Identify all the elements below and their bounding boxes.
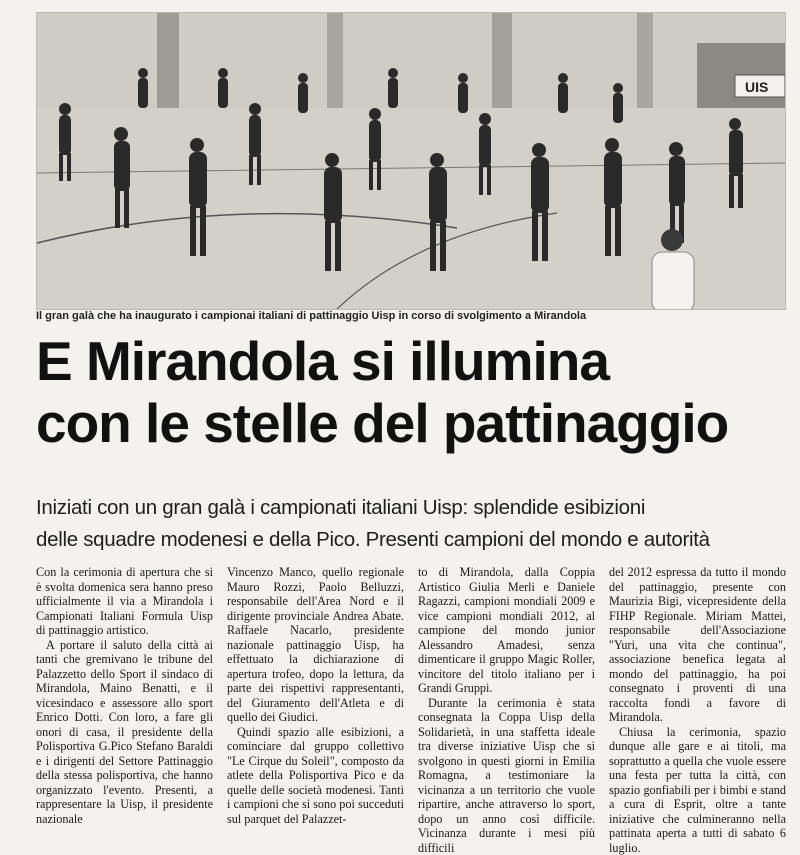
paragraph: to di Mirandola, dalla Coppia Artistico Giulia Merli e Daniele Ragazzi, campioni mondiali 2009 e vice campioni mondiali 2012, al campione del mondo junior Alessandro Amadesi, senza dimenticare il gruppo Magic Roller, vincitore del titolo italiano per i Grandi Gruppi.	[418, 565, 595, 695]
skaters-photo-illustration	[37, 13, 785, 309]
paragraph: del 2012 espressa da tutto il mondo del pattinaggio, presente con Maurizia Bigi, vicepresidente della FIHP Regionale. Miriam Mattei, responsabile dell'Associazione "Yuri, una vita che continua", associazione benefica legata al mondo del pattinaggio, ha poi consegnato i proventi di una raccolta fondi a favore di Mirandola.	[609, 565, 786, 724]
banner-text: UIS	[745, 79, 769, 95]
subheadline-line-2: delle squadre modenesi e della Pico. Presenti campioni del mondo e autorità	[36, 528, 710, 551]
article-column-1	[36, 565, 213, 855]
article-column-3	[418, 565, 595, 855]
headline	[36, 330, 784, 454]
paragraph: Quindi spazio alle esibizioni, a cominciare dal gruppo collettivo "Le Cirque du Soleil", composto da atlete della Polisportiva Pico e da quelle delle società modenesi. Tanti i campioni che si sono poi succeduti sul parquet del Palazzet-	[227, 724, 404, 826]
subheadline-line-1: Iniziati con un gran galà i campionati italiani Uisp: splendide esibizioni	[36, 496, 646, 519]
subheadline	[36, 492, 786, 556]
paragraph: Chiusa la cerimonia, spazio dunque alle gare e ai titoli, ma soprattutto a quella che vuole essere una festa per tutta la città, con spazio gonfiabili per i bimbi e stand a cura di Esprit, oltre a tante iniziative che culmineranno nella pattinata aperta a tutti di sabato 6 luglio.	[609, 724, 786, 855]
paragraph: Con la cerimonia di apertura che si è svolta domenica sera hanno preso ufficialmente il via a Mirandola i Campionati Italiani Formula Uisp di pattinaggio artistico.	[36, 565, 213, 637]
paragraph: A portare il saluto della città ai tanti che gremivano le tribune del Palazzetto dello Sport il sindaco di Mirandola, Maino Benatti, e il vicesindaco e assessore allo sport Enrico Dotti. Con loro, a fare gli onori di casa, il presidente della Polisportiva G.Pico Stefano Baraldi e i dirigenti del Settore Pattinaggio della stessa polisportiva, che hanno organizzato l'evento. Presenti, a rappresentare la Uisp, il presidente nazionale	[36, 637, 213, 826]
article-photo	[36, 12, 786, 310]
article-body	[36, 565, 788, 855]
article-column-2	[227, 565, 404, 855]
headline-line-1: E Mirandola si illumina	[36, 330, 609, 392]
paragraph: Vincenzo Manco, quello regionale Mauro Rozzi, Paolo Belluzzi, responsabile dell'Area Nord e il dirigente provinciale Andrea Abate. Raffaele Nacarlo, presidente nazionale pattinaggio Uisp, ha effettuato la dichiarazione di apertura trofeo, dopo la lettura, da parte dei rispettivi rappresentanti, del Giuramento dell'Atleta e di quello dei Giudici.	[227, 565, 404, 724]
headline-line-2: con le stelle del pattinaggio	[36, 392, 729, 454]
paragraph: Durante la cerimonia è stata consegnata la Coppa Uisp della Solidarietà, in una staffetta ideale tra diverse iniziative Uisp che si svolgono in questi giorni in Emilia Romagna, a testimoniare la vicinanza a un territorio che vuole ripartire, anche attraverso lo sport, dopo un anno così difficile. Vicinanza durante i mesi più difficili	[418, 695, 595, 855]
article-column-4	[609, 565, 786, 855]
photo-caption: Il gran galà che ha inaugurato i campionai italiani di pattinaggio Uisp in corso di svolgimento a Mirandola	[36, 310, 587, 322]
